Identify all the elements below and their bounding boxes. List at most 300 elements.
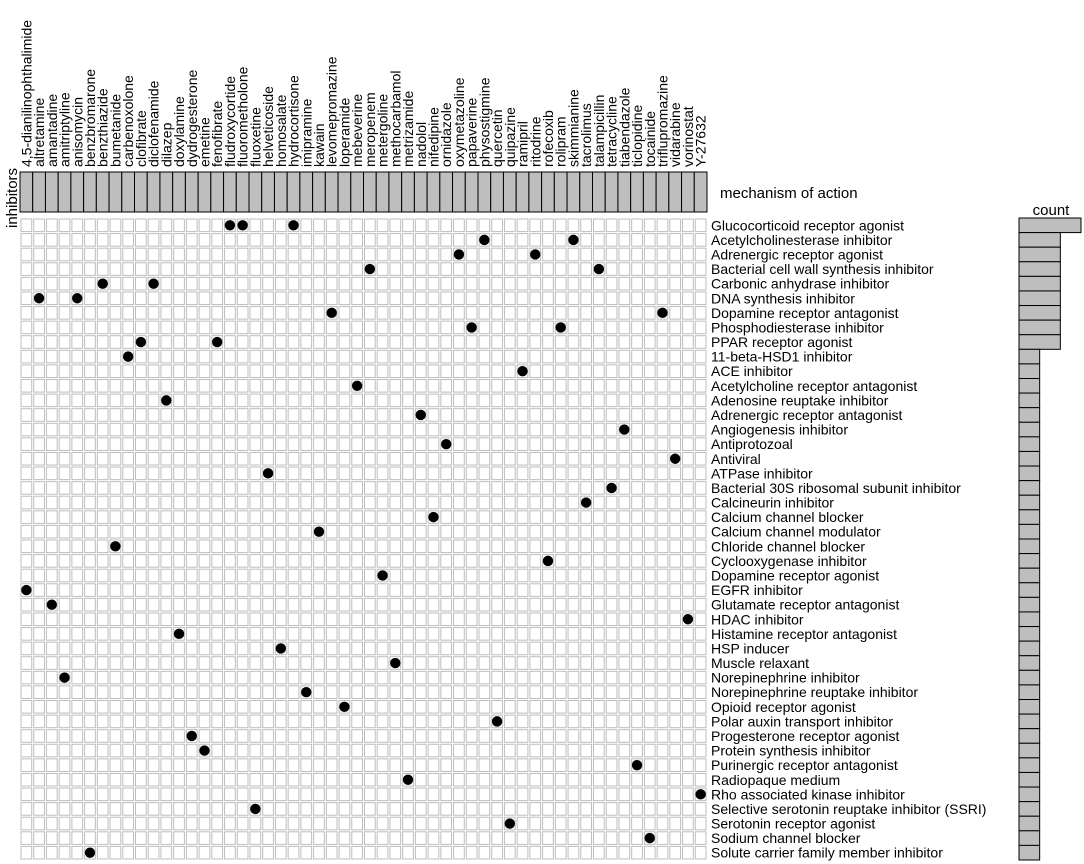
grid-cell bbox=[275, 788, 286, 801]
column-label: nadolol bbox=[412, 121, 429, 167]
grid-cell bbox=[377, 263, 388, 276]
column-count-bar bbox=[643, 172, 656, 212]
grid-cell bbox=[695, 277, 706, 290]
grid-cell bbox=[352, 277, 363, 290]
grid-cell bbox=[403, 832, 414, 845]
grid-cell bbox=[403, 540, 414, 553]
grid-cell bbox=[72, 467, 83, 480]
grid-cell bbox=[148, 307, 159, 320]
grid-cell bbox=[186, 380, 197, 393]
grid-cell bbox=[683, 657, 694, 670]
grid-cell bbox=[555, 380, 566, 393]
matrix-dot bbox=[339, 702, 349, 712]
grid-cell bbox=[339, 832, 350, 845]
grid-cell bbox=[34, 482, 45, 495]
grid-cell bbox=[34, 423, 45, 436]
grid-cell bbox=[263, 234, 274, 247]
grid-cell bbox=[326, 642, 337, 655]
grid-cell bbox=[212, 628, 223, 641]
grid-cell bbox=[594, 846, 605, 859]
grid-cell bbox=[250, 409, 261, 422]
grid-cell bbox=[186, 365, 197, 378]
grid-cell bbox=[517, 613, 528, 626]
grid-cell bbox=[479, 817, 490, 830]
grid-cell bbox=[657, 467, 668, 480]
grid-cell bbox=[683, 307, 694, 320]
grid-cell bbox=[555, 555, 566, 568]
grid-cell bbox=[212, 380, 223, 393]
grid-cell bbox=[136, 701, 147, 714]
grid-cell bbox=[568, 438, 579, 451]
grid-cell bbox=[644, 452, 655, 465]
column-label: homosalate bbox=[272, 94, 289, 167]
matrix-dot bbox=[72, 293, 82, 303]
grid-cell bbox=[161, 569, 172, 582]
grid-cell bbox=[263, 511, 274, 524]
grid-cell bbox=[683, 832, 694, 845]
grid-cell bbox=[59, 307, 70, 320]
grid-cell bbox=[212, 832, 223, 845]
grid-cell bbox=[148, 832, 159, 845]
grid-cell bbox=[161, 788, 172, 801]
grid-cell bbox=[59, 263, 70, 276]
grid-cell bbox=[225, 613, 236, 626]
grid-cell bbox=[504, 744, 515, 757]
column-label: fenofibrate bbox=[209, 100, 226, 167]
grid-cell bbox=[454, 394, 465, 407]
grid-cell bbox=[466, 438, 477, 451]
grid-cell bbox=[199, 511, 210, 524]
grid-cell bbox=[428, 452, 439, 465]
row-label: Acetylcholinesterase inhibitor bbox=[711, 231, 893, 248]
grid-cell bbox=[479, 671, 490, 684]
grid-cell bbox=[199, 234, 210, 247]
grid-cell bbox=[619, 788, 630, 801]
grid-cell bbox=[415, 657, 426, 670]
grid-cell bbox=[301, 671, 312, 684]
grid-cell bbox=[46, 715, 57, 728]
grid-cell bbox=[555, 277, 566, 290]
grid-cell bbox=[72, 569, 83, 582]
grid-cell bbox=[428, 525, 439, 538]
column-count-bar bbox=[529, 172, 542, 212]
grid-cell bbox=[606, 263, 617, 276]
grid-cell bbox=[59, 409, 70, 422]
grid-cell bbox=[85, 817, 96, 830]
grid-cell bbox=[517, 219, 528, 232]
grid-cell bbox=[441, 394, 452, 407]
grid-cell bbox=[581, 219, 592, 232]
grid-cell bbox=[695, 598, 706, 611]
row-count-bar bbox=[1019, 524, 1040, 539]
grid-cell bbox=[683, 248, 694, 261]
grid-cell bbox=[314, 744, 325, 757]
grid-cell bbox=[390, 511, 401, 524]
grid-cell bbox=[136, 248, 147, 261]
column-label: tetracycline bbox=[603, 96, 620, 167]
grid-cell bbox=[454, 525, 465, 538]
grid-cell bbox=[275, 467, 286, 480]
grid-cell bbox=[517, 584, 528, 597]
grid-cell bbox=[186, 540, 197, 553]
grid-cell bbox=[212, 598, 223, 611]
grid-cell bbox=[148, 423, 159, 436]
grid-cell bbox=[365, 773, 376, 786]
grid-cell bbox=[110, 423, 121, 436]
grid-cell bbox=[174, 482, 185, 495]
grid-cell bbox=[339, 292, 350, 305]
grid-cell bbox=[466, 307, 477, 320]
grid-cell bbox=[492, 380, 503, 393]
grid-cell bbox=[136, 292, 147, 305]
grid-cell bbox=[606, 307, 617, 320]
grid-cell bbox=[148, 773, 159, 786]
grid-cell bbox=[415, 336, 426, 349]
grid-cell bbox=[466, 452, 477, 465]
grid-cell bbox=[225, 248, 236, 261]
grid-cell bbox=[555, 482, 566, 495]
grid-cell bbox=[174, 263, 185, 276]
grid-cell bbox=[161, 409, 172, 422]
grid-cell bbox=[466, 759, 477, 772]
grid-cell bbox=[225, 365, 236, 378]
grid-cell bbox=[225, 307, 236, 320]
grid-cell bbox=[670, 219, 681, 232]
grid-cell bbox=[403, 511, 414, 524]
grid-cell bbox=[314, 423, 325, 436]
grid-cell bbox=[492, 759, 503, 772]
grid-cell bbox=[352, 540, 363, 553]
grid-cell bbox=[148, 234, 159, 247]
grid-cell bbox=[479, 686, 490, 699]
grid-cell bbox=[123, 642, 134, 655]
grid-cell bbox=[250, 277, 261, 290]
grid-cell bbox=[530, 832, 541, 845]
grid-cell bbox=[377, 525, 388, 538]
row-count-bar bbox=[1019, 364, 1040, 379]
grid-cell bbox=[454, 540, 465, 553]
grid-cell bbox=[517, 744, 528, 757]
grid-cell bbox=[72, 686, 83, 699]
grid-cell bbox=[403, 248, 414, 261]
grid-cell bbox=[288, 628, 299, 641]
row-label: Selective serotonin reuptake inhibitor (SSRI) bbox=[711, 800, 987, 817]
matrix-dot bbox=[237, 220, 247, 230]
grid-cell bbox=[123, 423, 134, 436]
matrix-dot bbox=[416, 410, 426, 420]
grid-cell bbox=[530, 628, 541, 641]
grid-cell bbox=[72, 350, 83, 363]
grid-cell bbox=[606, 686, 617, 699]
grid-cell bbox=[568, 380, 579, 393]
grid-cell bbox=[34, 380, 45, 393]
grid-cell bbox=[517, 569, 528, 582]
grid-cell bbox=[695, 525, 706, 538]
grid-cell bbox=[263, 350, 274, 363]
grid-cell bbox=[314, 350, 325, 363]
grid-cell bbox=[250, 730, 261, 743]
grid-cell bbox=[212, 482, 223, 495]
grid-cell bbox=[212, 263, 223, 276]
grid-cell bbox=[174, 540, 185, 553]
grid-cell bbox=[161, 511, 172, 524]
column-count-bar bbox=[491, 172, 504, 212]
grid-cell bbox=[644, 744, 655, 757]
grid-cell bbox=[365, 321, 376, 334]
grid-cell bbox=[148, 584, 159, 597]
column-label: ritodrine bbox=[527, 116, 544, 167]
grid-cell bbox=[301, 511, 312, 524]
grid-cell bbox=[365, 394, 376, 407]
grid-cell bbox=[657, 759, 668, 772]
grid-cell bbox=[34, 671, 45, 684]
row-count-bar bbox=[1019, 233, 1060, 248]
grid-cell bbox=[85, 234, 96, 247]
grid-cell bbox=[492, 846, 503, 859]
grid-cell bbox=[390, 686, 401, 699]
grid-cell bbox=[148, 555, 159, 568]
row-label: HDAC inhibitor bbox=[711, 611, 804, 628]
row-count-bar bbox=[1019, 845, 1040, 860]
grid-cell bbox=[237, 817, 248, 830]
grid-cell bbox=[606, 701, 617, 714]
grid-cell bbox=[683, 671, 694, 684]
grid-cell bbox=[186, 277, 197, 290]
grid-cell bbox=[123, 744, 134, 757]
grid-cell bbox=[594, 496, 605, 509]
grid-cell bbox=[492, 350, 503, 363]
grid-cell bbox=[403, 730, 414, 743]
grid-cell bbox=[352, 730, 363, 743]
grid-cell bbox=[390, 467, 401, 480]
column-label: dilazep bbox=[158, 122, 175, 167]
grid-cell bbox=[403, 569, 414, 582]
grid-cell bbox=[46, 467, 57, 480]
grid-cell bbox=[212, 759, 223, 772]
grid-cell bbox=[568, 277, 579, 290]
grid-cell bbox=[263, 482, 274, 495]
grid-cell bbox=[123, 248, 134, 261]
grid-cell bbox=[301, 715, 312, 728]
grid-cell bbox=[174, 321, 185, 334]
grid-cell bbox=[683, 452, 694, 465]
grid-cell bbox=[110, 482, 121, 495]
grid-cell bbox=[212, 423, 223, 436]
grid-cell bbox=[97, 525, 108, 538]
grid-cell bbox=[136, 803, 147, 816]
grid-cell bbox=[339, 467, 350, 480]
grid-cell bbox=[657, 452, 668, 465]
grid-cell bbox=[619, 525, 630, 538]
grid-cell bbox=[644, 467, 655, 480]
grid-cell bbox=[695, 292, 706, 305]
grid-cell bbox=[136, 511, 147, 524]
grid-cell bbox=[85, 248, 96, 261]
grid-cell bbox=[695, 496, 706, 509]
grid-cell bbox=[34, 584, 45, 597]
grid-cell bbox=[186, 671, 197, 684]
grid-cell bbox=[288, 657, 299, 670]
grid-cell bbox=[632, 277, 643, 290]
grid-cell bbox=[314, 628, 325, 641]
grid-cell bbox=[34, 803, 45, 816]
grid-cell bbox=[555, 350, 566, 363]
grid-cell bbox=[657, 671, 668, 684]
grid-cell bbox=[174, 219, 185, 232]
grid-cell bbox=[644, 307, 655, 320]
grid-cell bbox=[479, 292, 490, 305]
grid-cell bbox=[352, 628, 363, 641]
grid-cell bbox=[530, 540, 541, 553]
grid-cell bbox=[568, 292, 579, 305]
grid-cell bbox=[199, 759, 210, 772]
grid-cell bbox=[568, 555, 579, 568]
grid-cell bbox=[72, 613, 83, 626]
grid-cell bbox=[428, 394, 439, 407]
grid-cell bbox=[683, 292, 694, 305]
grid-cell bbox=[644, 380, 655, 393]
grid-cell bbox=[34, 336, 45, 349]
grid-cell bbox=[136, 832, 147, 845]
grid-cell bbox=[581, 409, 592, 422]
grid-cell bbox=[657, 511, 668, 524]
grid-cell bbox=[466, 292, 477, 305]
grid-cell bbox=[288, 307, 299, 320]
grid-cell bbox=[568, 511, 579, 524]
grid-cell bbox=[581, 686, 592, 699]
grid-cell bbox=[85, 773, 96, 786]
grid-cell bbox=[428, 292, 439, 305]
grid-cell bbox=[441, 584, 452, 597]
grid-cell bbox=[186, 701, 197, 714]
grid-cell bbox=[454, 350, 465, 363]
grid-cell bbox=[390, 569, 401, 582]
grid-cell bbox=[174, 409, 185, 422]
grid-cell bbox=[403, 219, 414, 232]
grid-cell bbox=[326, 394, 337, 407]
grid-cell bbox=[670, 263, 681, 276]
row-label: HSP inducer bbox=[711, 640, 790, 657]
grid-cell bbox=[136, 671, 147, 684]
grid-cell bbox=[632, 730, 643, 743]
grid-cell bbox=[670, 423, 681, 436]
grid-cell bbox=[72, 803, 83, 816]
grid-cell bbox=[136, 496, 147, 509]
grid-cell bbox=[492, 613, 503, 626]
grid-cell bbox=[314, 598, 325, 611]
grid-cell bbox=[683, 584, 694, 597]
grid-cell bbox=[161, 846, 172, 859]
grid-cell bbox=[670, 642, 681, 655]
grid-cell bbox=[377, 598, 388, 611]
grid-cell bbox=[136, 788, 147, 801]
grid-cell bbox=[288, 336, 299, 349]
grid-cell bbox=[174, 788, 185, 801]
grid-cell bbox=[695, 701, 706, 714]
grid-cell bbox=[85, 598, 96, 611]
grid-cell bbox=[186, 569, 197, 582]
grid-cell bbox=[326, 380, 337, 393]
grid-cell bbox=[46, 350, 57, 363]
grid-cell bbox=[186, 584, 197, 597]
grid-cell bbox=[326, 598, 337, 611]
grid-cell bbox=[59, 380, 70, 393]
grid-cell bbox=[695, 321, 706, 334]
grid-cell bbox=[326, 657, 337, 670]
matrix-dot bbox=[695, 789, 705, 799]
matrix-dot bbox=[377, 570, 387, 580]
grid-cell bbox=[403, 846, 414, 859]
grid-cell bbox=[72, 496, 83, 509]
grid-cell bbox=[555, 744, 566, 757]
column-label: mebeverine bbox=[349, 93, 366, 167]
column-count-bar bbox=[631, 172, 644, 212]
grid-cell bbox=[581, 380, 592, 393]
grid-cell bbox=[530, 263, 541, 276]
grid-cell bbox=[59, 584, 70, 597]
grid-cell bbox=[148, 380, 159, 393]
grid-cell bbox=[352, 394, 363, 407]
grid-cell bbox=[212, 277, 223, 290]
grid-cell bbox=[428, 671, 439, 684]
grid-cell bbox=[326, 321, 337, 334]
row-count-bar bbox=[1019, 306, 1060, 321]
grid-cell bbox=[555, 584, 566, 597]
grid-cell bbox=[543, 642, 554, 655]
grid-cell bbox=[517, 701, 528, 714]
grid-cell bbox=[619, 555, 630, 568]
grid-cell bbox=[339, 628, 350, 641]
grid-cell bbox=[555, 657, 566, 670]
grid-cell bbox=[326, 409, 337, 422]
grid-cell bbox=[314, 496, 325, 509]
grid-cell bbox=[555, 219, 566, 232]
grid-cell bbox=[403, 409, 414, 422]
grid-cell bbox=[85, 613, 96, 626]
grid-cell bbox=[314, 715, 325, 728]
grid-cell bbox=[403, 380, 414, 393]
grid-cell bbox=[504, 657, 515, 670]
grid-cell bbox=[225, 525, 236, 538]
grid-cell bbox=[212, 671, 223, 684]
grid-cell bbox=[657, 846, 668, 859]
grid-cell bbox=[237, 803, 248, 816]
row-labels bbox=[711, 217, 986, 860]
grid-cell bbox=[594, 788, 605, 801]
column-label: anisomycin bbox=[69, 96, 86, 167]
grid-cell bbox=[21, 773, 32, 786]
grid-cell bbox=[479, 744, 490, 757]
column-label: rolipram bbox=[552, 116, 569, 167]
grid-cell bbox=[568, 657, 579, 670]
grid-cell bbox=[136, 569, 147, 582]
grid-cell bbox=[161, 350, 172, 363]
grid-cell bbox=[314, 701, 325, 714]
column-count-bar bbox=[389, 172, 402, 212]
grid-cell bbox=[390, 336, 401, 349]
grid-cell bbox=[339, 321, 350, 334]
grid-cell bbox=[606, 219, 617, 232]
grid-cell bbox=[390, 234, 401, 247]
grid-cell bbox=[390, 744, 401, 757]
grid-cell bbox=[466, 846, 477, 859]
grid-cell bbox=[466, 628, 477, 641]
grid-cell bbox=[314, 846, 325, 859]
grid-cell bbox=[555, 496, 566, 509]
grid-cell bbox=[250, 511, 261, 524]
grid-cell bbox=[237, 598, 248, 611]
grid-cell bbox=[174, 686, 185, 699]
